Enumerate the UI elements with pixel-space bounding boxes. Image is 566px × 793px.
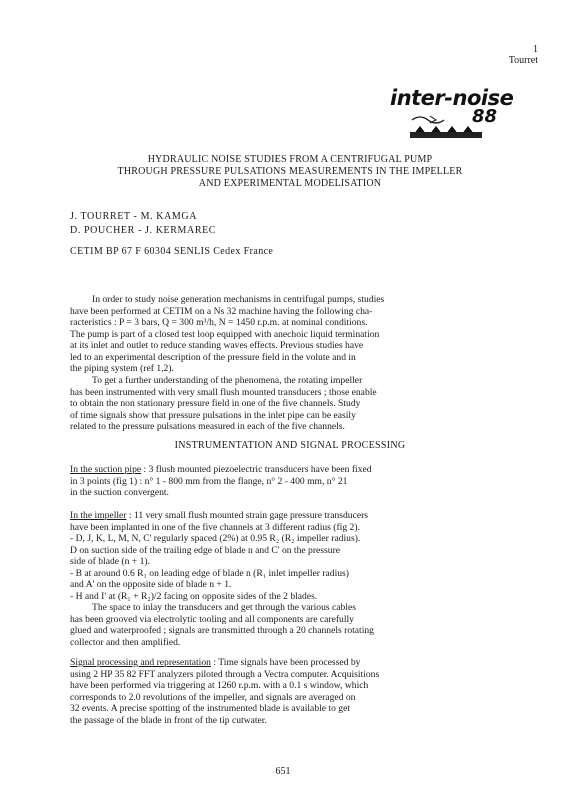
affiliation: CETIM BP 67 F 60304 SENLIS Cedex France — [70, 246, 274, 257]
text-fragment: : 3 flush mounted piezoelectric transducers have been fixed — [141, 464, 372, 475]
text-line: has been grooved via electrolytic tooling and all components are carefully — [70, 613, 354, 625]
title-line: THROUGH PRESSURE PULSATIONS MEASUREMENTS IN THE IMPELLER — [117, 166, 463, 177]
text-line: side of blade (n + 1). — [70, 556, 151, 567]
logo-year: 88 — [472, 106, 498, 127]
paper-title — [40, 154, 540, 190]
text-fragment: : 11 very small flush mounted strain gage pressure transducers — [126, 510, 369, 521]
corner-number: 1 — [533, 44, 538, 55]
text-line: of time signals show that pressure pulsations in the inlet pipe can be easily — [70, 409, 356, 421]
intro-paragraph-1 — [70, 294, 510, 375]
intro-paragraph-2 — [70, 375, 510, 433]
text-line: - B at around 0.6 R₁ on leading edge of blade n (R₁ inlet impeller radius) — [70, 567, 349, 579]
signal-label: Signal processing and representation — [70, 657, 211, 668]
logo-text: inter-noise — [390, 86, 514, 110]
text-line: related to the pressure pulsations measured in each of the five channels. — [70, 421, 345, 432]
text-line: and A' on the opposite side of blade n + 1. — [70, 579, 232, 590]
text-fragment: : Time signals have been processed by — [210, 657, 361, 668]
signal-processing-paragraph — [70, 657, 510, 726]
text-line: have been performed at CETIM on a Ns 32 machine having the following cha- — [70, 305, 373, 317]
suction-label: In the suction pipe — [70, 464, 142, 475]
text-line: The space to inlay the transducers and get through the various cables — [92, 602, 357, 613]
authors — [70, 210, 216, 238]
page-number: 651 — [275, 766, 291, 777]
text-line: - H and I' at (R₁ + R₂)/2 facing on opposite sides of the 2 blades. — [70, 590, 318, 602]
impeller-paragraph — [70, 510, 510, 648]
author-line: D. POUCHER - J. KERMAREC — [70, 225, 217, 236]
section-heading: INSTRUMENTATION AND SIGNAL PROCESSING — [174, 440, 406, 451]
text-line: 32 events. A precise spotting of the instrumented blade is available to get — [70, 703, 351, 714]
text-line: led to an experimental description of the pressure field in the volute and in — [70, 351, 356, 363]
text-line: to obtain the non stationary pressure field in one of the five channels. Study — [70, 398, 361, 409]
text-line: collector and then amplified. — [70, 636, 181, 648]
suction-paragraph — [70, 464, 510, 499]
title-line: HYDRAULIC NOISE STUDIES FROM A CENTRIFUGAL PUMP — [147, 154, 433, 165]
text-line: have been performed via triggering at 1260 r.p.m. with a 0.1 s window, which — [70, 680, 369, 691]
logo-emblem-icon — [410, 108, 500, 144]
text-line: has been instrumented with very small flush mounted transducers ; those enable — [70, 386, 377, 398]
text-line: To get a further understanding of the phenomena, the rotating impeller — [92, 375, 363, 386]
text-line: glued and waterproofed ; signals are transmitted through a 20 channels rotating — [70, 625, 374, 636]
text-line: D on suction side of the trailing edge of blade n and C' on the pressure — [70, 544, 341, 556]
text-line: in 3 points (fig 1) : n° 1 - 800 mm from the flange, n° 2 - 400 mm, n° 21 — [70, 475, 348, 487]
impeller-label: In the impeller — [70, 510, 127, 521]
author-line: J. TOURRET - M. KAMGA — [70, 211, 198, 222]
inter-noise-logo — [386, 86, 534, 146]
text-line: In order to study noise generation mechanisms in centrifugal pumps, studies — [92, 294, 385, 305]
text-line: corresponds to 2.0 revolutions of the impeller, and signals are averaged on — [70, 691, 356, 703]
text-line: the passage of the blade in front of the tip cutwater. — [70, 714, 267, 726]
text-line: - D, J, K, L, M, N, C' regularly spaced (2%) at 0.95 R₂ (R₂ impeller radius). — [70, 533, 361, 544]
title-line: AND EXPERIMENTAL MODELISATION — [198, 178, 382, 189]
corner-author: Tourret — [508, 55, 538, 66]
text-line: have been implanted in one of the five channels at 3 different radius (fig 2). — [70, 521, 360, 533]
text-line: The pump is part of a closed test loop equipped with anechoic liquid termination — [70, 328, 380, 340]
text-line: using 2 HP 35 82 FFT analyzers piloted through a Vectra computer. Acquisitions — [70, 668, 380, 680]
text-line: racteristics : P = 3 bars, Q = 300 m³/h, N = 1450 r.p.m. at nominal conditions. — [70, 317, 368, 328]
text-line: the piping system (ref 1,2). — [70, 363, 174, 374]
text-line: in the suction convergent. — [70, 487, 169, 498]
text-line: at its inlet and outlet to reduce standing waves effects. Previous studies have — [70, 340, 364, 351]
